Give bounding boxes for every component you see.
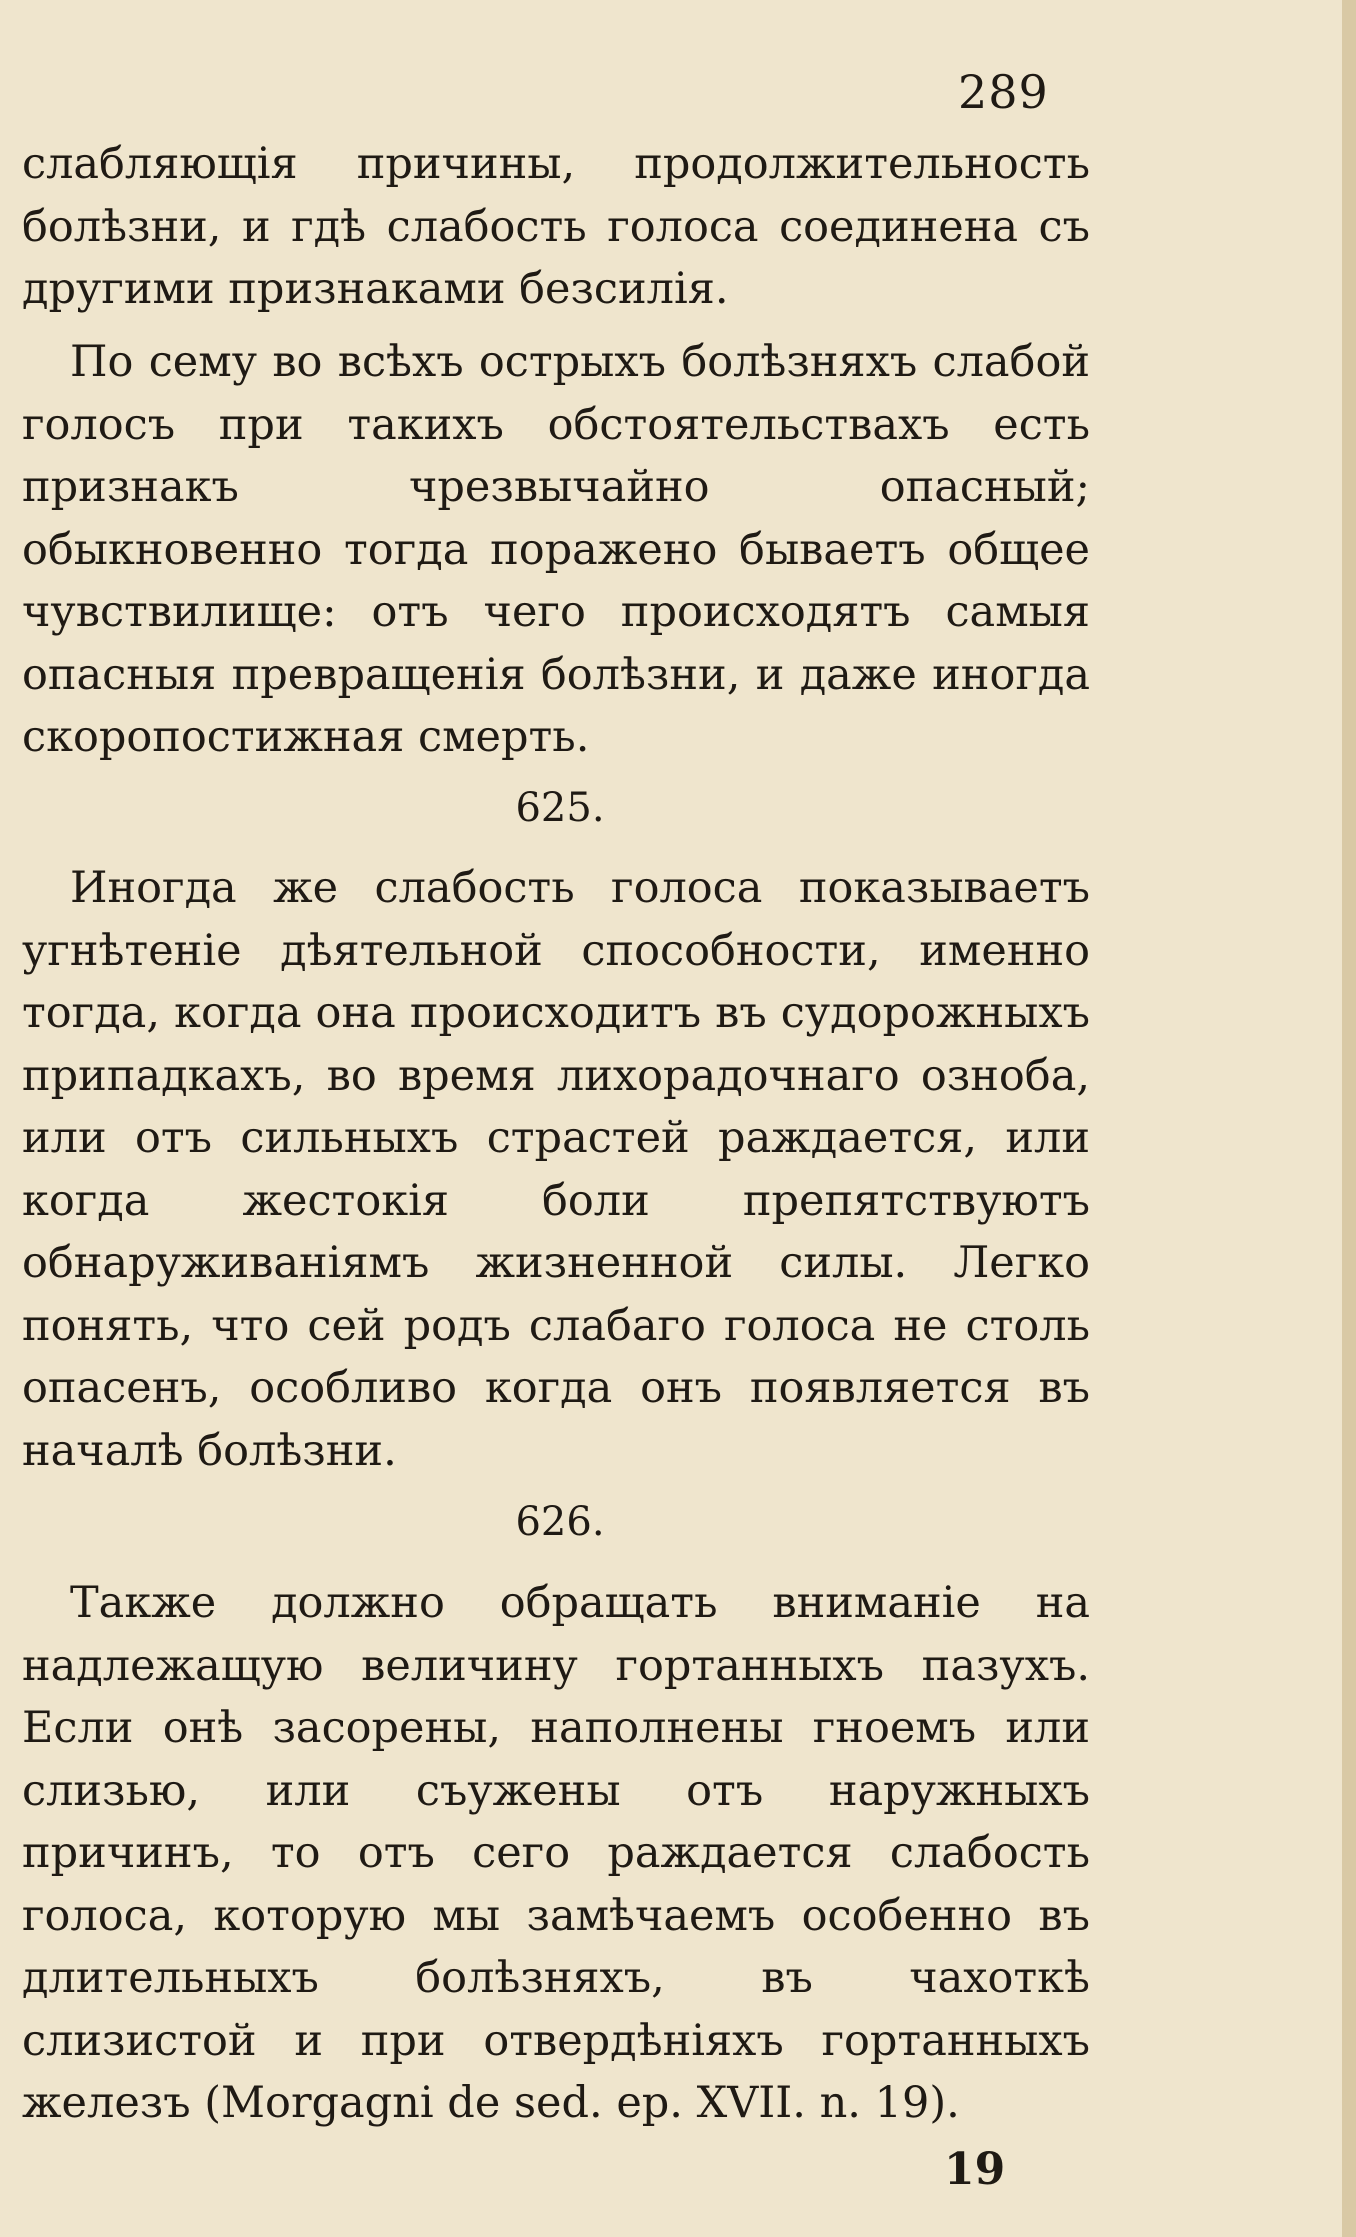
- paragraph: Иногда же слабость голоса показываетъ угнѣтеніе дѣятельной способности, именно тогда, когда она происходитъ въ судорожныхъ припадкахъ, во время лихорадочнаго озноба, или отъ сильныхъ страстей раждается, или когда жестокія боли препятствуютъ обнаруживаніямъ жизненной силы. Легко понять, что сей родъ слабаго голоса не столь опасенъ, особливо когда онъ появляется въ началѣ болѣзни.: [22, 863, 1090, 1476]
- page-edge: [1342, 0, 1356, 2237]
- page-number: 289: [958, 65, 1049, 119]
- section-number: 626.: [515, 1499, 605, 1545]
- section-number: 625.: [515, 785, 605, 831]
- signature-mark: 19: [944, 2144, 1006, 2195]
- paragraph: Также должно обращать вниманіе на надлежащую величину гортанныхъ пазухъ. Если онѣ засорены, наполнены гноемъ или слизью, или съужены отъ наружныхъ причинъ, то отъ сего раждается слабость голоса, которую мы замѣчаемъ особенно въ длительныхъ болѣзняхъ, въ чахоткѣ слизистой и при отвердѣніяхъ гортанныхъ железъ (Morgagni de sed. ep. XVII. n. 19).: [22, 1578, 1090, 2128]
- paragraph: По сему во всѣхъ острыхъ болѣзняхъ слабой голосъ при такихъ обстоятельствахъ есть признакъ чрезвычайно опасный; обыкновенно тогда поражено бываетъ общее чувствилище: отъ чего происходятъ самыя опасныя превращенія болѣзни, и даже иногда скоропостижная смерть.: [22, 337, 1090, 762]
- paragraph-continuation: слабляющія причины, продолжительность болѣзни, и гдѣ слабость голоса соединена съ другими признаками безсилія.: [22, 139, 1090, 314]
